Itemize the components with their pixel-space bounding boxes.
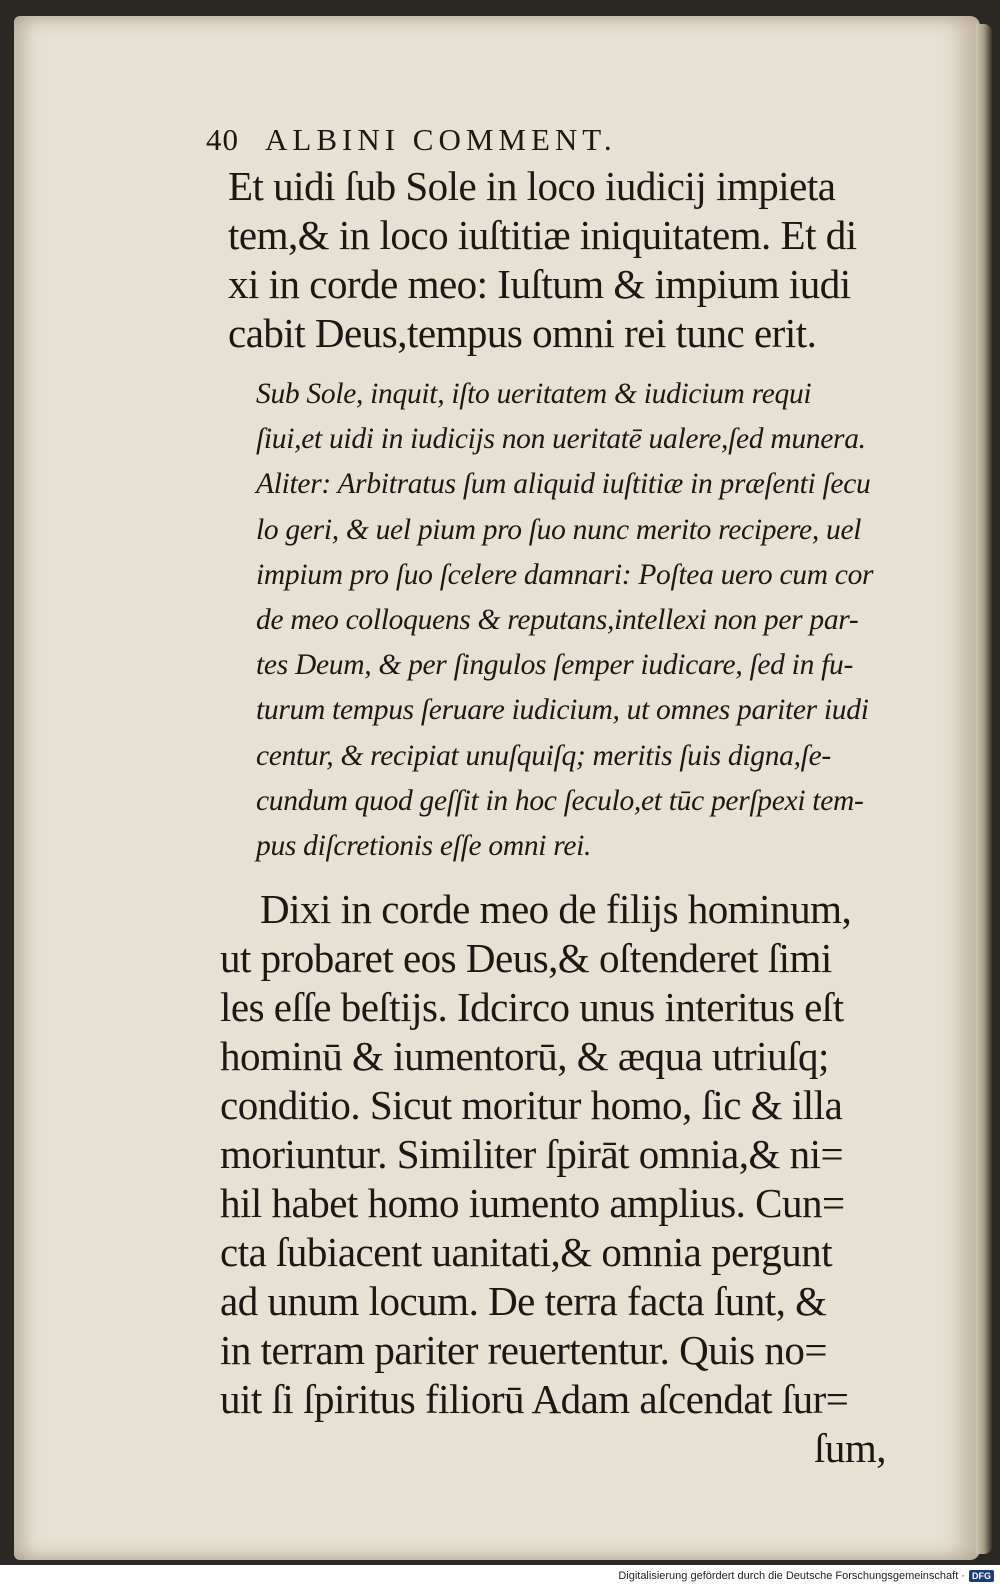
scripture-line: Et uidi ſub Sole in loco iudicij impieta (228, 163, 836, 209)
scripture-line: Dixi in corde meo de filijs hominum, (260, 886, 852, 933)
scripture-passage-2 (206, 885, 896, 1473)
page-number: 40 (206, 122, 239, 157)
scripture-line: cta ſubiacent uanitati,& omnia pergunt (220, 1229, 833, 1276)
commentary-line: Sub Sole, inquit, iſto ueritatem & iudicium requi (256, 378, 812, 410)
scripture-line: conditio. Sicut moritur homo, ſic & illa (220, 1082, 843, 1129)
scripture-line: cabit Deus,tempus omni rei tunc erit. (228, 310, 817, 356)
dfg-logo: DFG (969, 1570, 994, 1582)
commentary-line: centur, & recipiat unuſquiſq; meritis ſuis digna,ſe- (256, 739, 831, 772)
commentary-line: impium pro ſuo ſcelere damnari: Poſtea uero cum cor (256, 558, 874, 591)
commentary-line: cundum quod geſſit in hoc ſeculo,et tūc perſpexi tem- (256, 784, 864, 817)
digitization-footer (0, 1565, 1000, 1587)
scripture-passage-1 (206, 162, 896, 358)
commentary-line: tes Deum, & per ſingulos ſemper iudicare, ſed in fu- (256, 649, 853, 682)
commentary-passage (206, 372, 896, 869)
scripture-line: les eſſe beſtijs. Idcirco unus interitus eſt (220, 984, 844, 1031)
scripture-line: ut probaret eos Deus,& oſtenderet ſimi (220, 935, 832, 982)
commentary-line: Aliter: Arbitratus ſum aliquid iuſtitiæ in præſenti ſecu (256, 468, 871, 501)
scripture-line: moriuntur. Similiter ſpirāt omnia,& ni= (220, 1131, 844, 1178)
scripture-line: uit ſi ſpiritus filiorū Adam aſcendat ſur= (220, 1376, 849, 1423)
scripture-line: ad unum locum. De terra facta ſunt, & (220, 1278, 827, 1325)
commentary-line: lo geri, & uel pium pro ſuo nunc merito recipere, uel (256, 513, 862, 546)
scripture-line: hominū & iumentorū, & æqua utriuſq; (220, 1033, 829, 1080)
running-title: ALBINI COMMENT. (265, 122, 617, 157)
scripture-line: in terram pariter reuertentur. Quis no= (220, 1327, 828, 1374)
scripture-line: xi in corde meo: Iuſtum & impium iudi (228, 261, 851, 307)
funding-credit: Digitalisierung gefördert durch die Deutsche Forschungsgemeinschaft · (618, 1570, 965, 1582)
catchword: ſum, (813, 1425, 886, 1472)
commentary-line: de meo colloquens & reputans,intellexi non per par- (256, 604, 859, 637)
page-text (206, 118, 896, 1473)
commentary-line: ſiui,et uidi in iudicijs non ueritatē ualere,ſed munera. (256, 423, 866, 456)
scripture-line: tem,& in loco iuſtitiæ iniquitatem. Et di (228, 212, 857, 258)
commentary-line: turum tempus ſeruare iudicium, ut omnes pariter iudi (256, 694, 869, 727)
scripture-line: hil habet homo iumento amplius. Cun= (220, 1180, 845, 1227)
running-header (206, 118, 896, 162)
page-gutter-edge (976, 24, 992, 1554)
commentary-line: pus diſcretionis eſſe omni rei. (256, 830, 592, 863)
